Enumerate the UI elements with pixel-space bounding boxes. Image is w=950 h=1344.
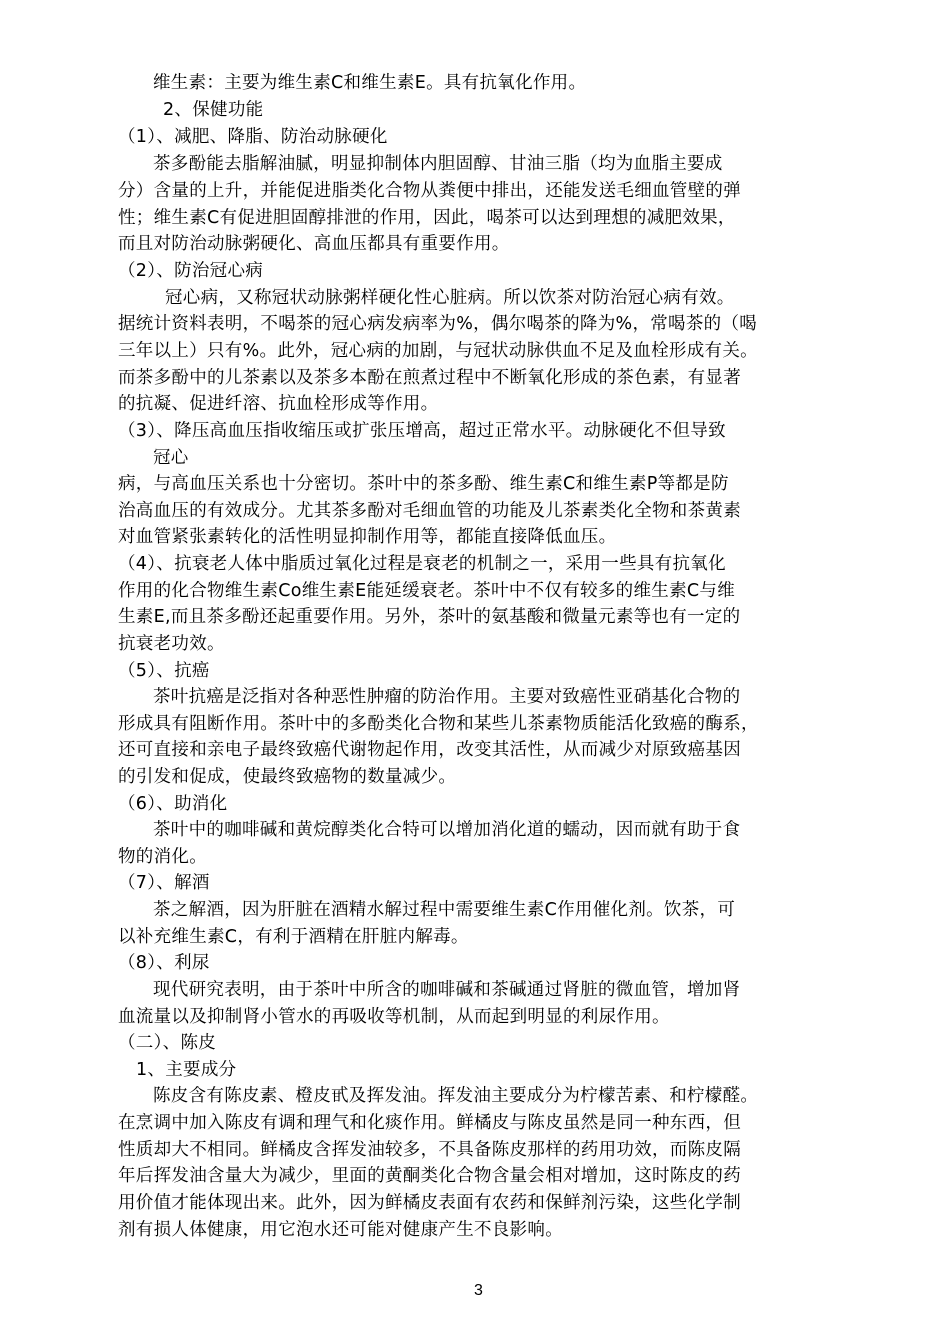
subsection-heading: （7）、解酒 xyxy=(118,873,210,893)
subsection-heading: （4）、抗衰老人体中脂质过氧化过程是衰老的机制之一，采用一些具有抗氧化 xyxy=(118,554,726,574)
subsection-heading: （2）、防治冠心病 xyxy=(118,261,264,281)
text-line: 年后挥发油含量大为减少，里面的黄酮类化合物含量会相对增加，这时陈皮的药 xyxy=(118,1166,741,1186)
text-line: 茶叶抗癌是泛指对各种恶性肿瘤的防治作用。主要对致癌性亚硝基化合物的 xyxy=(153,687,741,707)
text-line: 冠心病，又称冠状动脉粥样硬化性心脏病。所以饮茶对防治冠心病有效。 xyxy=(165,288,735,308)
text-line: 性；维生素C有促进胆固醇排泄的作用，因此，喝茶可以达到理想的减肥效果， xyxy=(118,208,736,228)
text-line: 对血管紧张素转化的活性明显抑制作用等，都能直接降低血压。 xyxy=(118,527,617,547)
text-line: 血流量以及抑制肾小管水的再吸收等机制，从而起到明显的利尿作用。 xyxy=(118,1007,670,1027)
text-line: 治高血压的有效成分。尤其茶多酚对毛细血管的功能及儿茶素类化全物和茶黄素 xyxy=(118,501,741,521)
text-line: 陈皮含有陈皮素、橙皮甙及挥发油。挥发油主要成分为柠檬苦素、和柠檬醛。 xyxy=(153,1086,759,1106)
page-number: 3 xyxy=(474,1282,483,1299)
text-line: 病，与高血压关系也十分密切。茶叶中的茶多酚、维生素C和维生素P等都是防 xyxy=(118,474,729,494)
text-line: 用价值才能体现出来。此外，因为鲜橘皮表面有农药和保鲜剂污染，这些化学制 xyxy=(118,1193,741,1213)
text-line: 维生素：主要为维生素C和维生素E。具有抗氧化作用。 xyxy=(153,73,587,93)
text-line: 还可直接和亲电子最终致癌代谢物起作用，改变其活性，从而减少对原致癌基因 xyxy=(118,740,741,760)
text-line: 而且对防治动脉粥硬化、高血压都具有重要作用。 xyxy=(118,234,510,254)
text-line: 三年以上）只有%。此外，冠心病的加剧，与冠状动脉供血不足及血栓形成有关。 xyxy=(118,341,758,361)
text-line: 而茶多酚中的儿茶素以及茶多本酚在煎煮过程中不断氧化形成的茶色素，有显著 xyxy=(118,368,741,388)
section-heading: 1、主要成分 xyxy=(136,1060,237,1080)
text-line: 形成具有阻断作用。茶叶中的多酚类化合物和某些儿茶素物质能活化致癌的酶系， xyxy=(118,714,759,734)
section-heading: （二）、陈皮 xyxy=(118,1033,217,1053)
subsection-heading: （1）、减肥、降脂、防治动脉硬化 xyxy=(118,127,388,147)
section-heading: 2、保健功能 xyxy=(163,100,264,120)
subsection-heading: （3）、降压高血压指收缩压或扩张压增高，超过正常水平。动脉硬化不但导致 xyxy=(118,421,726,441)
text-line: 据统计资料表明，不喝茶的冠心病发病率为%，偶尔喝茶的降为%，常喝茶的（喝 xyxy=(118,314,758,334)
text-line: 生素E,而且茶多酚还起重要作用。另外，茶叶的氨基酸和微量元素等也有一定的 xyxy=(118,607,741,627)
text-line: 在烹调中加入陈皮有调和理气和化痰作用。鲜橘皮与陈皮虽然是同一种东西，但 xyxy=(118,1113,741,1133)
subsection-heading: （8）、利尿 xyxy=(118,953,210,973)
text-line: 以补充维生素C，有利于酒精在肝脏内解毒。 xyxy=(118,927,469,947)
subsection-heading: （5）、抗癌 xyxy=(118,661,210,681)
text-line: 茶之解酒，因为肝脏在酒精水解过程中需要维生素C作用催化剂。饮茶，可 xyxy=(153,900,736,920)
text-line: 现代研究表明，由于茶叶中所含的咖啡碱和茶碱通过肾脏的微血管，增加肾 xyxy=(153,980,741,1000)
text-line: 抗衰老功效。 xyxy=(118,634,225,654)
subsection-heading: （6）、助消化 xyxy=(118,794,228,814)
text-line: 冠心 xyxy=(153,448,189,468)
text-line: 茶叶中的咖啡碱和黄烷醇类化合特可以增加消化道的蠕动，因而就有助于食 xyxy=(153,820,741,840)
text-line: 的抗凝、促进纤溶、抗血栓形成等作用。 xyxy=(118,394,439,414)
text-line: 性质却大不相同。鲜橘皮含挥发油较多，不具备陈皮那样的药用功效，而陈皮隔 xyxy=(118,1140,741,1160)
text-line: 茶多酚能去脂解油腻，明显抑制体内胆固醇、甘油三脂（均为血脂主要成 xyxy=(153,154,723,174)
text-line: 物的消化。 xyxy=(118,847,207,867)
text-line: 作用的化合物维生素Co维生素E能延缓衰老。茶叶中不仅有较多的维生素C与维 xyxy=(118,581,735,601)
text-line: 剂有损人体健康，用它泡水还可能对健康产生不良影响。 xyxy=(118,1220,563,1240)
text-line: 分）含量的上升，并能促进脂类化合物从粪便中排出，还能发送毛细血管壁的弹 xyxy=(118,181,741,201)
text-line: 的引发和促成，使最终致癌物的数量减少。 xyxy=(118,767,457,787)
